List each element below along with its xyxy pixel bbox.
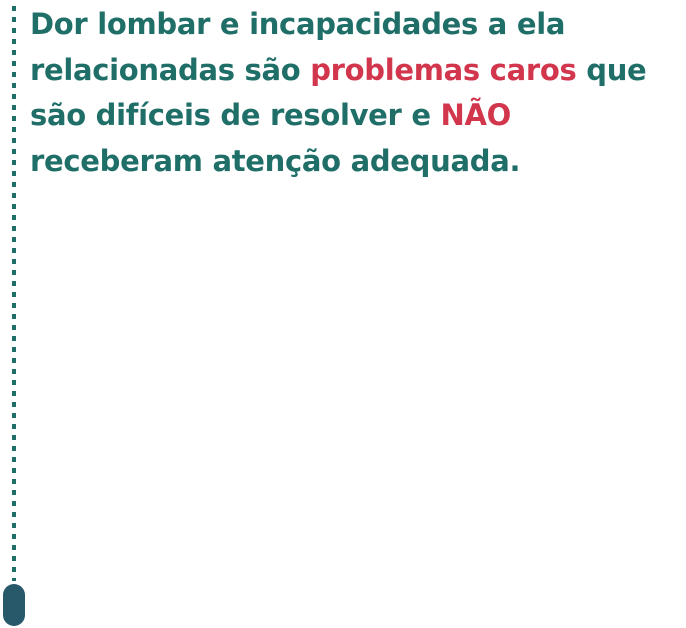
highlight-nao: NÃO <box>440 98 511 132</box>
statement-part-2: que são difíceis de resolver e <box>30 52 647 132</box>
statement-text <box>30 2 680 184</box>
highlight-problemas-caros: problemas caros <box>310 52 577 87</box>
timeline-end-marker <box>3 584 25 626</box>
statement-part-3: receberam atenção adequada. <box>30 143 521 178</box>
dotted-timeline-line <box>10 6 18 581</box>
statement-part-1: Dor lombar e incapacidades a ela relacionadas são <box>30 7 566 87</box>
